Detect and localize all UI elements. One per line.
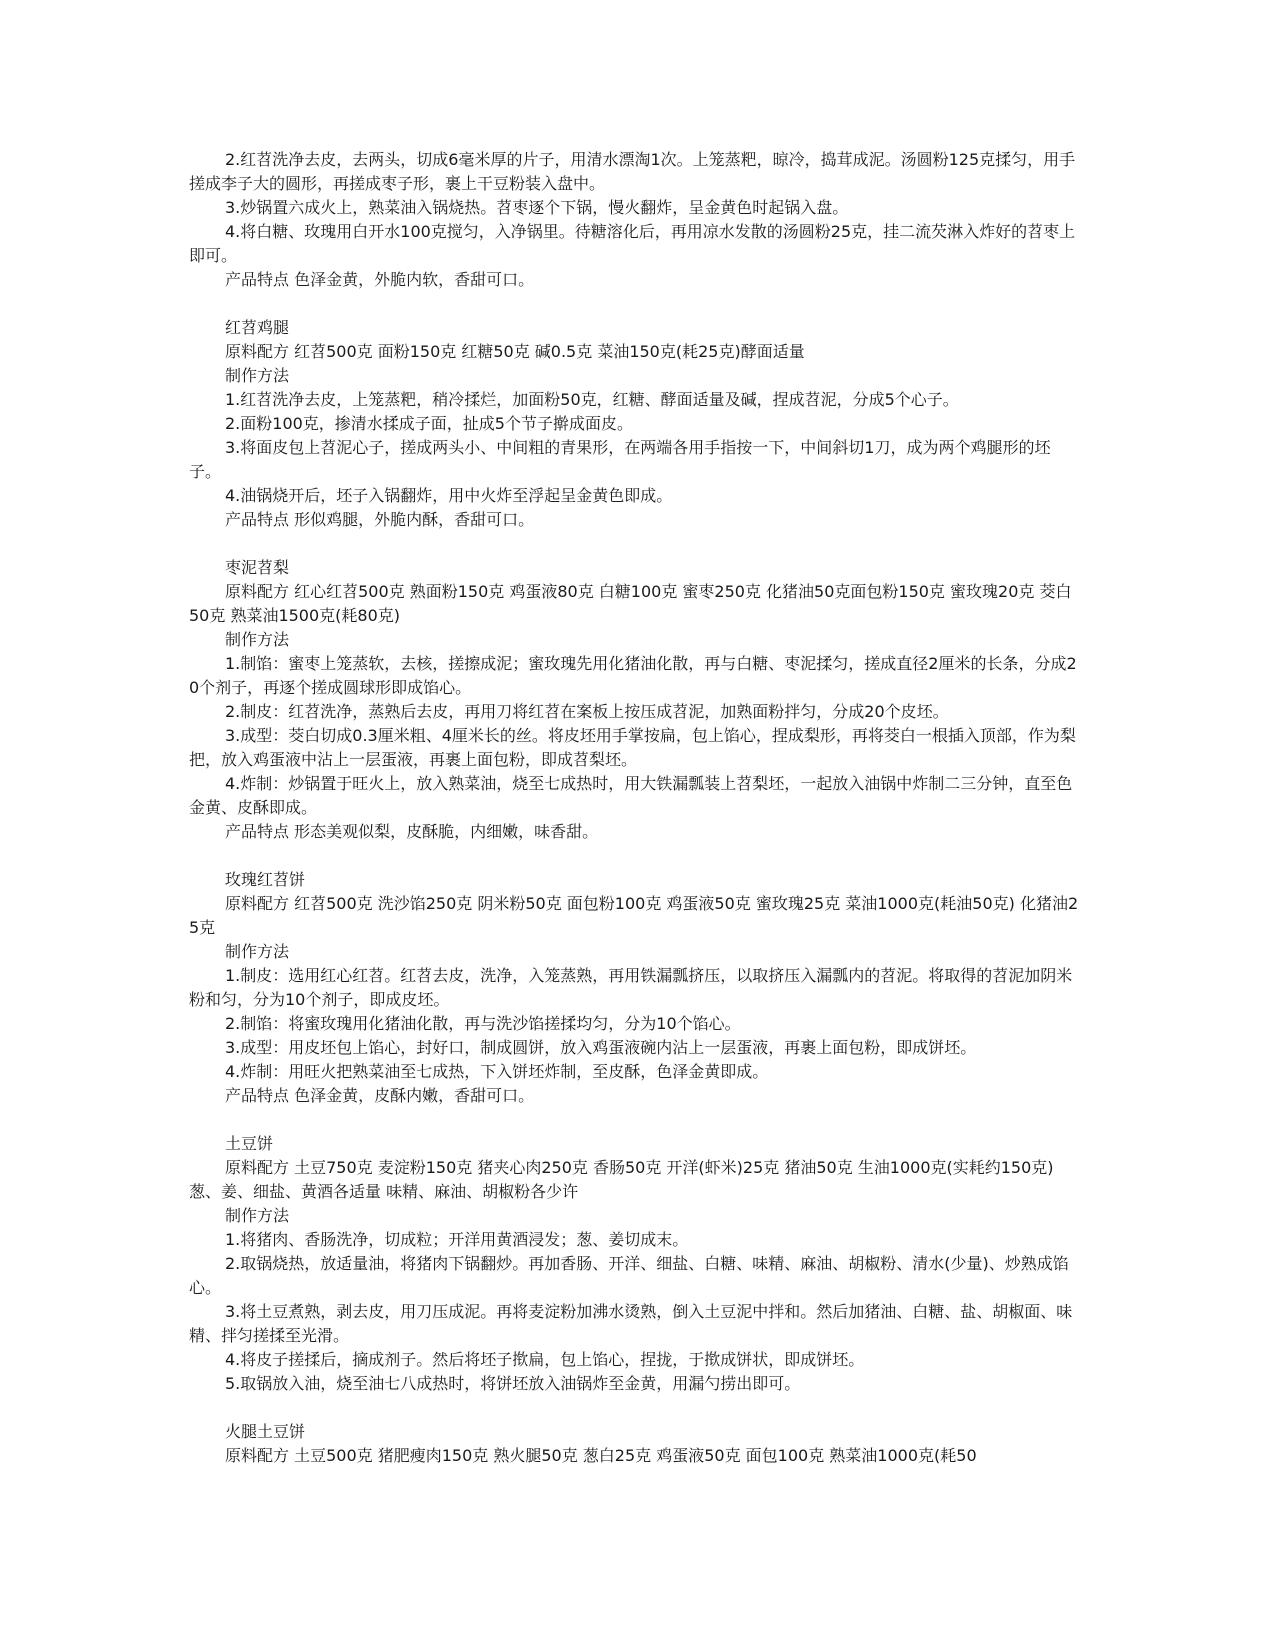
- section-gap: [189, 292, 1079, 316]
- paragraph: 1.红苕洗净去皮，上笼蒸粑，稍冷揉烂，加面粉50克，红糖、酵面适量及碱，捏成苕泥，分成5个心子。: [225, 390, 959, 409]
- paragraph: 原料配方 红心红苕500克 熟面粉150克 鸡蛋液80克 白糖100克 蜜枣250克 化猪油50克面包粉150克 蜜玫瑰20克 茭白50克 熟菜油1500克(耗80克): [189, 582, 1072, 625]
- paragraph: 产品特点 色泽金黄，皮酥内嫩，香甜可口。: [225, 1086, 535, 1105]
- paragraph: 产品特点 色泽金黄，外脆内软，香甜可口。: [225, 270, 535, 289]
- paragraph: 3.将土豆煮熟，剥去皮，用刀压成泥。再将麦淀粉加沸水烫熟，倒入土豆泥中拌和。然后加猪油、白糖、盐、胡椒面、味精、拌匀搓揉至光滑。: [189, 1302, 1073, 1345]
- paragraph: 原料配方 土豆750克 麦淀粉150克 猪夹心肉250克 香肠50克 开洋(虾米)25克 猪油50克 生油1000克(实耗约150克) 葱、姜、细盐、黄酒各适量 味精、麻油、胡椒粉各少许: [189, 1158, 1054, 1201]
- paragraph: 制作方法: [225, 1206, 290, 1225]
- paragraph: 3.炒锅置六成火上，熟菜油入锅烧热。苕枣逐个下锅，慢火翻炸，呈金黄色时起锅入盘。: [225, 198, 849, 217]
- paragraph: 原料配方 红苕500克 洗沙馅250克 阴米粉50克 面包粉100克 鸡蛋液50克 蜜玫瑰25克 菜油1000克(耗油50克) 化猪油25克: [189, 894, 1079, 937]
- paragraph: 4.油锅烧开后，坯子入锅翻炸，用中火炸至浮起呈金黄色即成。: [225, 486, 673, 505]
- paragraph: 2.制皮：红苕洗净，蒸熟后去皮，再用刀将红苕在案板上按压成苕泥，加熟面粉拌匀，分成20个皮坯。: [225, 702, 949, 721]
- paragraph: 3.将面皮包上苕泥心子，搓成两头小、中间粗的青果形，在两端各用手指按一下，中间斜切1刀，成为两个鸡腿形的坯子。: [189, 438, 1051, 481]
- paragraph: 玫瑰红苕饼: [225, 870, 306, 889]
- paragraph: 4.炸制：炒锅置于旺火上，放入熟菜油，烧至七成热时，用大铁漏瓢装上苕梨坯，一起放入油锅中炸制二三分钟，直至色金黄、皮酥即成。: [189, 774, 1073, 817]
- paragraph: 2.取锅烧热，放适量油，将猪肉下锅翻炒。再加香肠、开洋、细盐、白糖、味精、麻油、胡椒粉、清水(少量)、炒熟成馅心。: [189, 1254, 1069, 1297]
- paragraph: 1.将猪肉、香肠洗净，切成粒；开洋用黄酒浸发；葱、姜切成末。: [225, 1230, 689, 1249]
- section-gap: [189, 1396, 1079, 1420]
- paragraph: 1.制馅：蜜枣上笼蒸软，去核，搓擦成泥；蜜玫瑰先用化猪油化散，再与白糖、枣泥揉匀，搓成直径2厘米的长条，分成20个剂子，再逐个搓成圆球形即成馅心。: [189, 654, 1077, 697]
- paragraph: 红苕鸡腿: [225, 318, 290, 337]
- paragraph: 土豆饼: [225, 1134, 274, 1153]
- paragraph: 原料配方 红苕500克 面粉150克 红糖50克 碱0.5克 菜油150克(耗25克)酵面适量: [225, 342, 805, 361]
- paragraph: 产品特点 形态美观似梨，皮酥脆，内细嫩，味香甜。: [225, 822, 599, 841]
- paragraph: 产品特点 形似鸡腿，外脆内酥，香甜可口。: [225, 510, 535, 529]
- section-gap: [189, 844, 1079, 868]
- paragraph: 2.制馅：将蜜玫瑰用化猪油化散，再与洗沙馅搓揉均匀，分为10个馅心。: [225, 1014, 741, 1033]
- paragraph: 制作方法: [225, 366, 290, 385]
- paragraph: 2.面粉100克，掺清水揉成子面，扯成5个节子擀成面皮。: [225, 414, 633, 433]
- paragraph: 3.成型：用皮坯包上馅心，封好口，制成圆饼，放入鸡蛋液碗内沾上一层蛋液，再裹上面包粉，即成饼坯。: [225, 1038, 977, 1057]
- paragraph: 原料配方 土豆500克 猪肥瘦肉150克 熟火腿50克 葱白25克 鸡蛋液50克 面包100克 熟菜油1000克(耗50: [225, 1446, 977, 1465]
- paragraph: 4.将白糖、玫瑰用白开水100克搅匀，入净锅里。待糖溶化后，再用凉水发散的汤圆粉25克，挂二流芡淋入炸好的苕枣上即可。: [189, 222, 1076, 265]
- paragraph: 1.制皮：选用红心红苕。红苕去皮，洗净，入笼蒸熟，再用铁漏瓢挤压，以取挤压入漏瓢内的苕泥。将取得的苕泥加阴米粉和匀，分为10个剂子，即成皮坯。: [189, 966, 1073, 1009]
- paragraph: 4.将皮子搓揉后，摘成剂子。然后将坯子揿扁，包上馅心，捏拢，于揿成饼状，即成饼坯。: [225, 1350, 865, 1369]
- document-page: [189, 148, 1079, 1468]
- paragraph: 制作方法: [225, 630, 290, 649]
- paragraph: 5.取锅放入油，烧至油七八成热时，将饼坯放入油锅炸至金黄，用漏勺捞出即可。: [225, 1374, 801, 1393]
- paragraph: 3.成型：茭白切成0.3厘米粗、4厘米长的丝。将皮坯用手掌按扁，包上馅心，捏成梨形，再将茭白一根插入顶部，作为梨把，放入鸡蛋液中沾上一层蛋液，再裹上面包粉，即成苕梨坯。: [189, 726, 1076, 769]
- paragraph: 4.炸制：用旺火把熟菜油至七成热，下入饼坯炸制，至皮酥，色泽金黄即成。: [225, 1062, 769, 1081]
- section-gap: [189, 532, 1079, 556]
- paragraph: 火腿土豆饼: [225, 1422, 306, 1441]
- section-gap: [189, 1108, 1079, 1132]
- paragraph: 枣泥苕梨: [225, 558, 290, 577]
- paragraph: 2.红苕洗净去皮，去两头，切成6毫米厚的片子，用清水漂淘1次。上笼蒸粑，晾冷，捣茸成泥。汤圆粉125克揉匀，用手搓成李子大的圆形，再搓成枣子形，裹上干豆粉装入盘中。: [189, 150, 1076, 193]
- paragraph: 制作方法: [225, 942, 290, 961]
